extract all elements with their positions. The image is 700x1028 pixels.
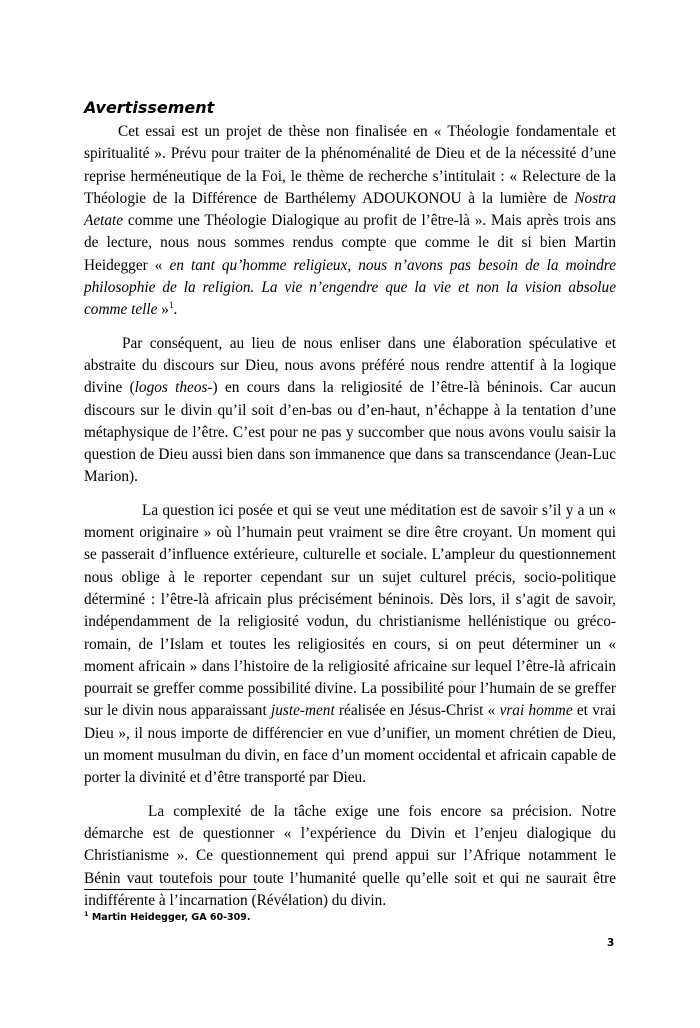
quote-italic: en tant qu’homme religieux, nous n’avons pas besoin de la moindre philosophie de la religion. La vie n’engendre que la vie et non la vision absolue comme telle (84, 256, 616, 319)
paragraph-3 (84, 500, 616, 790)
footnote-reference[interactable]: 1 (168, 300, 174, 311)
text-run: . (173, 301, 178, 319)
italic-run: juste-ment (270, 702, 335, 720)
paragraph-1 (84, 121, 616, 322)
paragraph-2 (84, 333, 616, 489)
body-text (84, 121, 616, 923)
footnote-number: 1 (84, 909, 89, 918)
text-run: » (157, 301, 169, 319)
text-run: Cet essai est un projet de thèse non finalisée en « Théologie fondamentale et spiritualité ». Prévu pour traiter de la phénoménalité de Dieu et de la nécessité d’une reprise herméneutique de la Foi, le thème de recherche s’intitulait : « Relecture de la Théologie de la Différence de Barthélemy ADOUKONOU à la lumière de (84, 123, 616, 207)
footnote-separator (84, 889, 256, 890)
text-run: comme une Théologie Dialogique au profit de l’être-là ». Mais après trois ans de lecture, nous nous sommes rendus compte que comme le dit si bien Martin Heidegger « (84, 212, 616, 274)
footnote (84, 909, 251, 923)
text-run: Par conséquent, au lieu de nous enliser dans une élaboration spéculative et abstraite du discours sur Dieu, nous avons préféré nous rendre attentif à la logique divine ( (84, 334, 616, 397)
text-run: réalisée en Jésus-Christ « (334, 702, 500, 720)
italic-run: vrai homme (499, 702, 573, 720)
paragraph-4: La complexité de la tâche exige une fois encore sa précision. Notre démarche est de questionner « l’expérience du Divin et l’enjeu dialogique du Christianisme ». Ce questionnement qui prend appui sur l’Afrique notamment le Bénin vaut toutefois pour toute l’humanité quelle qu’elle soit et qui ne saurait être indifférente à l’incarnation (Révélation) du divin. (84, 802, 616, 909)
text-run: et vrai Dieu », il nous importe de différencier en vue d’unifier, un moment chrétien de Dieu, un moment musulman du divin, en face d’un moment occidental et africain capable de porter la divinité et d’être transporté par Dieu. (84, 702, 616, 787)
page-number: 3 (607, 937, 615, 949)
text-run: La question ici posée et qui se veut une méditation est de savoir s’il y a un « moment originaire » où l’humain peut vraiment se dire être croyant. Un moment qui se passerait d’influence extérieure, culturelle et sociale. L’ampleur du questionnement nous oblige à le reporter cependant sur un sujet culturel précis, socio-politique déterminé : l’être-là africain plus précisément béninois. Dès lors, il s’agit de savoir, indépendamment de la religiosité vodun, du christianisme hellénistique ou gréco-romain, de l’Islam et toutes les religiosités en cours, si on peut déterminer un « moment africain » dans l’histoire de la religiosité africaine sur lequel l’être-là africain pourrait se greffer comme possibilité divine. La possibilité pour l’humain de se greffer sur le divin nous apparaissant (84, 501, 616, 720)
italic-run: Nostra Aetate (84, 189, 616, 230)
footnote-text: Martin Heidegger, GA 60-309. (88, 912, 251, 923)
section-heading: Avertissement (84, 98, 215, 117)
text-run: ) en cours dans la religiosité de l’être-là béninois. Car aucun discours sur le divin qu’il soit d’en-bas ou d’en-haut, n’échappe à la tentation d’une métaphysique de l’être. C’est pour ne pas y succomber que nous avons voulu saisir la question de Dieu aussi bien dans son immanence que dans sa transcendance (Jean-Luc Marion). (84, 379, 616, 486)
italic-run: logos theos- (134, 379, 213, 397)
